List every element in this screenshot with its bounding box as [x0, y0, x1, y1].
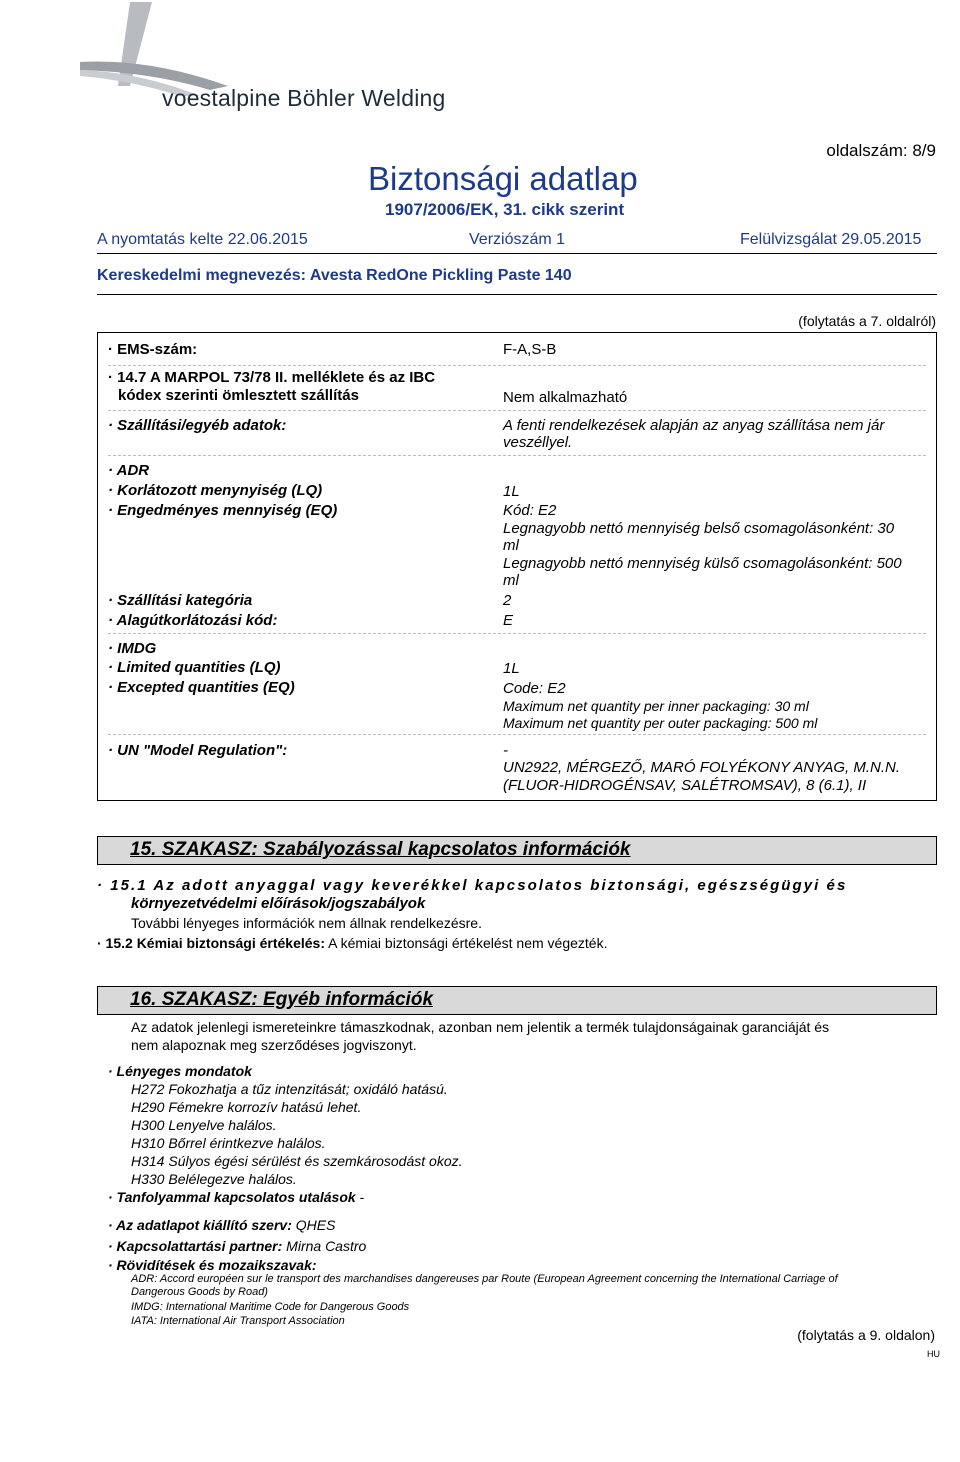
imdg-lq-value: 1L — [503, 660, 520, 677]
eq-outer-cont: ml — [503, 572, 519, 589]
section-15-2-label: · 15.2 Kémiai biztonsági értékelés: — [97, 935, 325, 951]
training-advice-value: - — [355, 1189, 365, 1205]
ems-value: F-A,S-B — [503, 341, 557, 358]
abbreviations-label: · Rövidítések és mozaikszavak: — [108, 1257, 317, 1273]
lq-label: · Korlátozott menynyiség (LQ) — [108, 482, 323, 499]
hazard-h314: H314 Súlyos égési sérülést és szemkárosodást okoz. — [131, 1153, 463, 1169]
eq-code: Kód: E2 — [503, 502, 557, 519]
transport-value: A fenti rendelkezések alapján az anyag szállítása nem jár — [503, 417, 885, 434]
imdg-eq-outer: Maximum net quantity per outer packaging: 500 ml — [503, 715, 818, 731]
transport-category-label: · Szállítási kategória — [108, 592, 253, 609]
section16-heading: 16. SZAKASZ: Egyéb információk — [130, 989, 434, 1010]
section-15-1-title: · 15.1 Az adott anyaggal vagy keverékkel kapcsolatos biztonsági, egészségügyi és — [97, 877, 848, 894]
language-code: HU — [927, 1349, 940, 1359]
divider — [108, 365, 926, 366]
hazard-h300: H300 Lenyelve halálos. — [131, 1117, 277, 1133]
section-15-1-title-cont: környezetvédelmi előírások/jogszabályok — [131, 895, 426, 912]
hazard-h272: H272 Fokozhatja a tűz intenzitását; oxidáló hatású. — [131, 1081, 448, 1097]
un-model-value: UN2922, MÉRGEZŐ, MARÓ FOLYÉKONY ANYAG, M.N.N. — [503, 759, 901, 776]
section-15-2 — [97, 935, 607, 952]
divider — [108, 734, 926, 735]
un-model-value-cont: (FLUOR-HIDROGÉNSAV, SALÉTROMSAV), 8 (6.1), II — [503, 777, 867, 794]
version: Verziószám 1 — [469, 231, 566, 248]
contact — [108, 1238, 366, 1255]
revision-date: Felülvizsgálat 29.05.2015 — [740, 231, 922, 248]
imdg-label: · IMDG — [108, 640, 157, 657]
hazard-h310: H310 Bőrrel érintkezve halálos. — [131, 1135, 326, 1151]
tunnel-code-label: · Alagútkorlátozási kód: — [108, 612, 278, 629]
continued-from: (folytatás a 7. oldalról) — [798, 313, 936, 329]
trade-divider — [97, 294, 937, 295]
transport-value-cont: veszéllyel. — [503, 434, 573, 451]
page-number: oldalszám: 8/9 — [826, 141, 936, 160]
un-model-dash: - — [503, 742, 508, 759]
header-divider — [97, 253, 937, 254]
hazard-h290: H290 Fémekre korrozív hatású lehet. — [131, 1099, 362, 1115]
abbr-adr: ADR: Accord européen sur le transport des marchandises dangereuses par Route (European Agreement concerning the International Carriage of — [131, 1273, 838, 1285]
marpol-value: Nem alkalmazható — [503, 389, 628, 406]
lq-value: 1L — [503, 483, 520, 500]
section15-heading: 15. SZAKASZ: Szabályozással kapcsolatos információk — [130, 839, 631, 860]
ems-label: · EMS-szám: — [108, 341, 198, 358]
contact-label: · Kapcsolattartási partner: — [108, 1238, 283, 1254]
imdg-eq-inner: Maximum net quantity per inner packaging: 30 ml — [503, 698, 809, 714]
divider — [108, 633, 926, 634]
section15-heading-bar — [97, 836, 937, 865]
issuer — [108, 1217, 335, 1234]
eq-outer: Legnagyobb nettó mennyiség külső csomagolásonként: 500 — [503, 555, 902, 572]
un-model-label: · UN "Model Regulation": — [108, 742, 288, 759]
print-date: A nyomtatás kelte 22.06.2015 — [97, 231, 308, 248]
adr-label: · ADR — [108, 462, 150, 479]
document-subtitle: 1907/2006/EK, 31. cikk szerint — [385, 200, 625, 219]
abbr-imdg: IMDG: International Maritime Code for Dangerous Goods — [131, 1301, 410, 1313]
brand-name: voestalpine Böhler Welding — [162, 85, 446, 111]
issuer-label: · Az adatlapot kiállító szerv: — [108, 1217, 292, 1233]
section14-box — [97, 332, 937, 801]
divider — [108, 410, 926, 411]
eq-inner-cont: ml — [503, 537, 519, 554]
trade-name: Kereskedelmi megnevezés: Avesta RedOne Pickling Paste 140 — [97, 267, 572, 284]
section16-heading-bar — [97, 986, 937, 1015]
imdg-eq-label: · Excepted quantities (EQ) — [108, 679, 295, 696]
imdg-lq-label: · Limited quantities (LQ) — [108, 659, 281, 676]
training-advice-label: · Tanfolyammal kapcsolatos utalások — [108, 1189, 356, 1205]
tunnel-code-value: E — [503, 612, 514, 629]
marpol-label: · 14.7 A MARPOL 73/78 II. melléklete és az IBC — [108, 369, 436, 386]
section-15-2-text: A kémiai biztonsági értékelést nem végezték. — [328, 935, 608, 951]
transport-label: · Szállítási/egyéb adatok: — [108, 417, 287, 434]
eq-label: · Engedményes mennyiség (EQ) — [108, 502, 338, 519]
disclaimer: Az adatok jelenlegi ismereteinkre támaszkodnak, azonban nem jelentik a termék tulajdonságainak garanciáját és — [131, 1019, 830, 1035]
eq-inner: Legnagyobb nettó mennyiség belső csomagolásonként: 30 — [503, 520, 895, 537]
disclaimer-cont: nem alapoznak meg szerződéses jogviszonyt. — [131, 1037, 417, 1053]
document-title: Biztonsági adatlap — [368, 160, 638, 197]
abbr-iata: IATA: International Air Transport Association — [131, 1315, 345, 1327]
abbr-adr-cont: Dangerous Goods by Road) — [131, 1286, 268, 1298]
training-advice — [108, 1189, 364, 1206]
section-15-1-text: További lényeges információk nem állnak rendelkezésre. — [131, 915, 482, 931]
marpol-label-cont: kódex szerinti ömlesztett szállítás — [118, 387, 359, 404]
hazard-h330: H330 Belélegezve halálos. — [131, 1171, 297, 1187]
divider — [108, 455, 926, 456]
relevant-phrases-label: · Lényeges mondatok — [108, 1063, 252, 1079]
imdg-eq-code: Code: E2 — [503, 680, 566, 697]
contact-value: Mirna Castro — [282, 1238, 367, 1254]
continued-to: (folytatás a 9. oldalon) — [797, 1327, 935, 1343]
issuer-value: QHES — [291, 1217, 336, 1233]
transport-category-value: 2 — [503, 592, 512, 609]
